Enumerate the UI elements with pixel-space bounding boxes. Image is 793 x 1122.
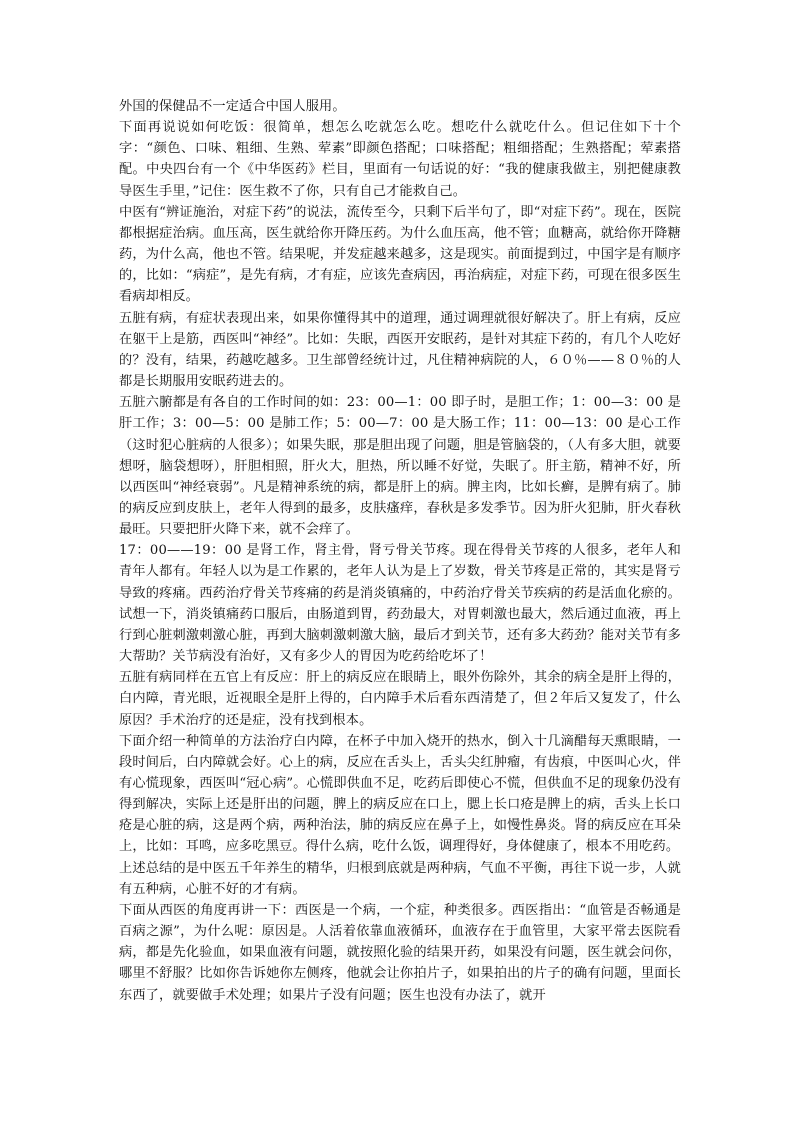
paragraph-10: 下面从西医的角度再讲一下：西医是一个病，一个症，种类很多。西医指出：“血管是否畅通是百病之源”，为什么呢：原因是。人活着依靠血液循环，血液存在于血管里，大家平常去医院看病，都是先化验血，如果血液有问题，就按照化验的结果开药，如果没有问题，医生就会问你，哪里不舒服？比如你告诉她你左侧疼，他就会让你拍片子，如果拍出的片子的确有问题，里面长东西了，就要做手术处理；如果片子没有问题；医生也没有办法了，就开 — [119, 902, 681, 1003]
paragraph-2: 下面再说说如何吃饭：很简单，想怎么吃就怎么吃。想吃什么就吃什么。但记住如下十个字：“颜色、口味、粗细、生熟、荤素”即颜色搭配；口味搭配；粗细搭配；生熟搭配；荤素搭配。中央四台有一个《中华医药》栏目，里面有一句话说的好：“我的健康我做主，别把健康教导医生手里，”记住：医生救不了你，只有自己才能救自己。 — [119, 120, 681, 199]
paragraph-7: 五脏有病同样在五官上有反应：肝上的病反应在眼睛上，眼外伤除外，其余的病全是肝上得的，白内障，青光眼，近视眼全是肝上得的，白内障手术后看东西清楚了，但２年后又复发了，什么原因？手术治疗的还是症，没有找到根本。 — [119, 670, 681, 728]
paragraph-6: 17：00——19：00 是肾工作，肾主骨，肾亏骨关节疼。现在得骨关节疼的人很多，老年人和青年人都有。年轻人以为是工作累的，老年人认为是上了岁数，骨关节疼是正常的，其实是肾亏导致的疼痛。西药治疗骨关节疼痛的药是消炎镇痛的，中药治疗骨关节疾病的药是活血化瘀的。试想一下，消炎镇痛药口服后，由肠道到胃，药劲最大，对胃刺激也最大，然后通过血液，再上行到心脏刺激刺激心脏，再到大脑刺激刺激大脑，最后才到关节，还有多大药劲？能对关节有多大帮助？关节病没有治好，又有多少人的胃因为吃药给吃坏了！ — [119, 543, 681, 665]
document-page — [119, 96, 681, 1006]
paragraph-8: 下面介绍一种简单的方法治疗白内障，在杯子中加入烧开的热水，倒入十几滴醋每天熏眼睛，一段时间后，白内障就会好。心上的病，反应在舌头上，舌头尖红肿瘤，有齿痕，中医叫心火，伴有心慌现象，西医叫“冠心病”。心慌即供血不足，吃药后即使心不慌，但供血不足的现象仍没有得到解决，实际上还是肝出的问题，脾上的病反应在口上，腮上长口疮是脾上的病，舌头上长口疮是心脏的病，这是两个病，两种治法，肺的病反应在鼻子上，如慢性鼻炎。肾的病反应在耳朵上，比如：耳鸣，应多吃黑豆。得什么病，吃什么饭，调理得好，身体健康了，根本不用吃药。 — [119, 733, 681, 855]
paragraph-3: 中医有“辨证施治，对症下药”的说法，流传至今，只剩下后半句了，即“对症下药”。现在，医院都根据症治病。血压高，医生就给你开降压药。为什么血压高，他不管；血糖高，就给你开降糖药，为什么高，他也不管。结果呢，并发症越来越多，这是现实。前面提到过，中国字是有顺序的，比如：“病症”，是先有病，才有症，应该先查病因，再治病症，对症下药，可现在很多医生看病却相反。 — [119, 204, 681, 305]
paragraph-4: 五脏有病，有症状表现出来，如果你懂得其中的道理，通过调理就很好解决了。肝上有病，反应在躯干上是筋，西医叫“神经”。比如：失眠，西医开安眠药，是针对其症下药的，有几个人吃好的？没有，结果，药越吃越多。卫生部曾经统计过，凡住精神病院的人，６０％——８０％的人都是长期服用安眠药进去的。 — [119, 310, 681, 390]
paragraph-5: 五脏六腑都是有各自的工作时间的如：23：00—1：00 即子时，是胆工作；1：00—3：00 是肝工作；3：00—5：00 是肺工作；5：00—7：00 是大肠工作；11：00—13：00 是心工作（这时犯心脏病的人很多）；如果失眠，那是胆出现了问题，胆是管脑袋的，（人有多大胆，就要想呀，脑袋想呀），肝胆相照，肝火大，胆热，所以睡不好觉，失眠了。肝主筋，精神不好，所以西医叫“神经衰弱”。凡是精神系统的病，都是肝上的病。脾主肉，比如长癣，是脾有病了。肺的病反应到皮肤上，老年人得到的最多，皮肤瘙痒，春秋是多发季节。因为肝火犯肺，肝火春秋最旺。只要把肝火降下来，就不会痒了。 — [119, 395, 681, 538]
paragraph-1: 外国的保健品不一定适合中国人服用。 — [119, 99, 346, 114]
paragraph-9: 上述总结的是中医五千年养生的精华，归根到底就是两种病，气血不平衡，再往下说一步，人就有五种病，心脏不好的才有病。 — [119, 860, 681, 897]
